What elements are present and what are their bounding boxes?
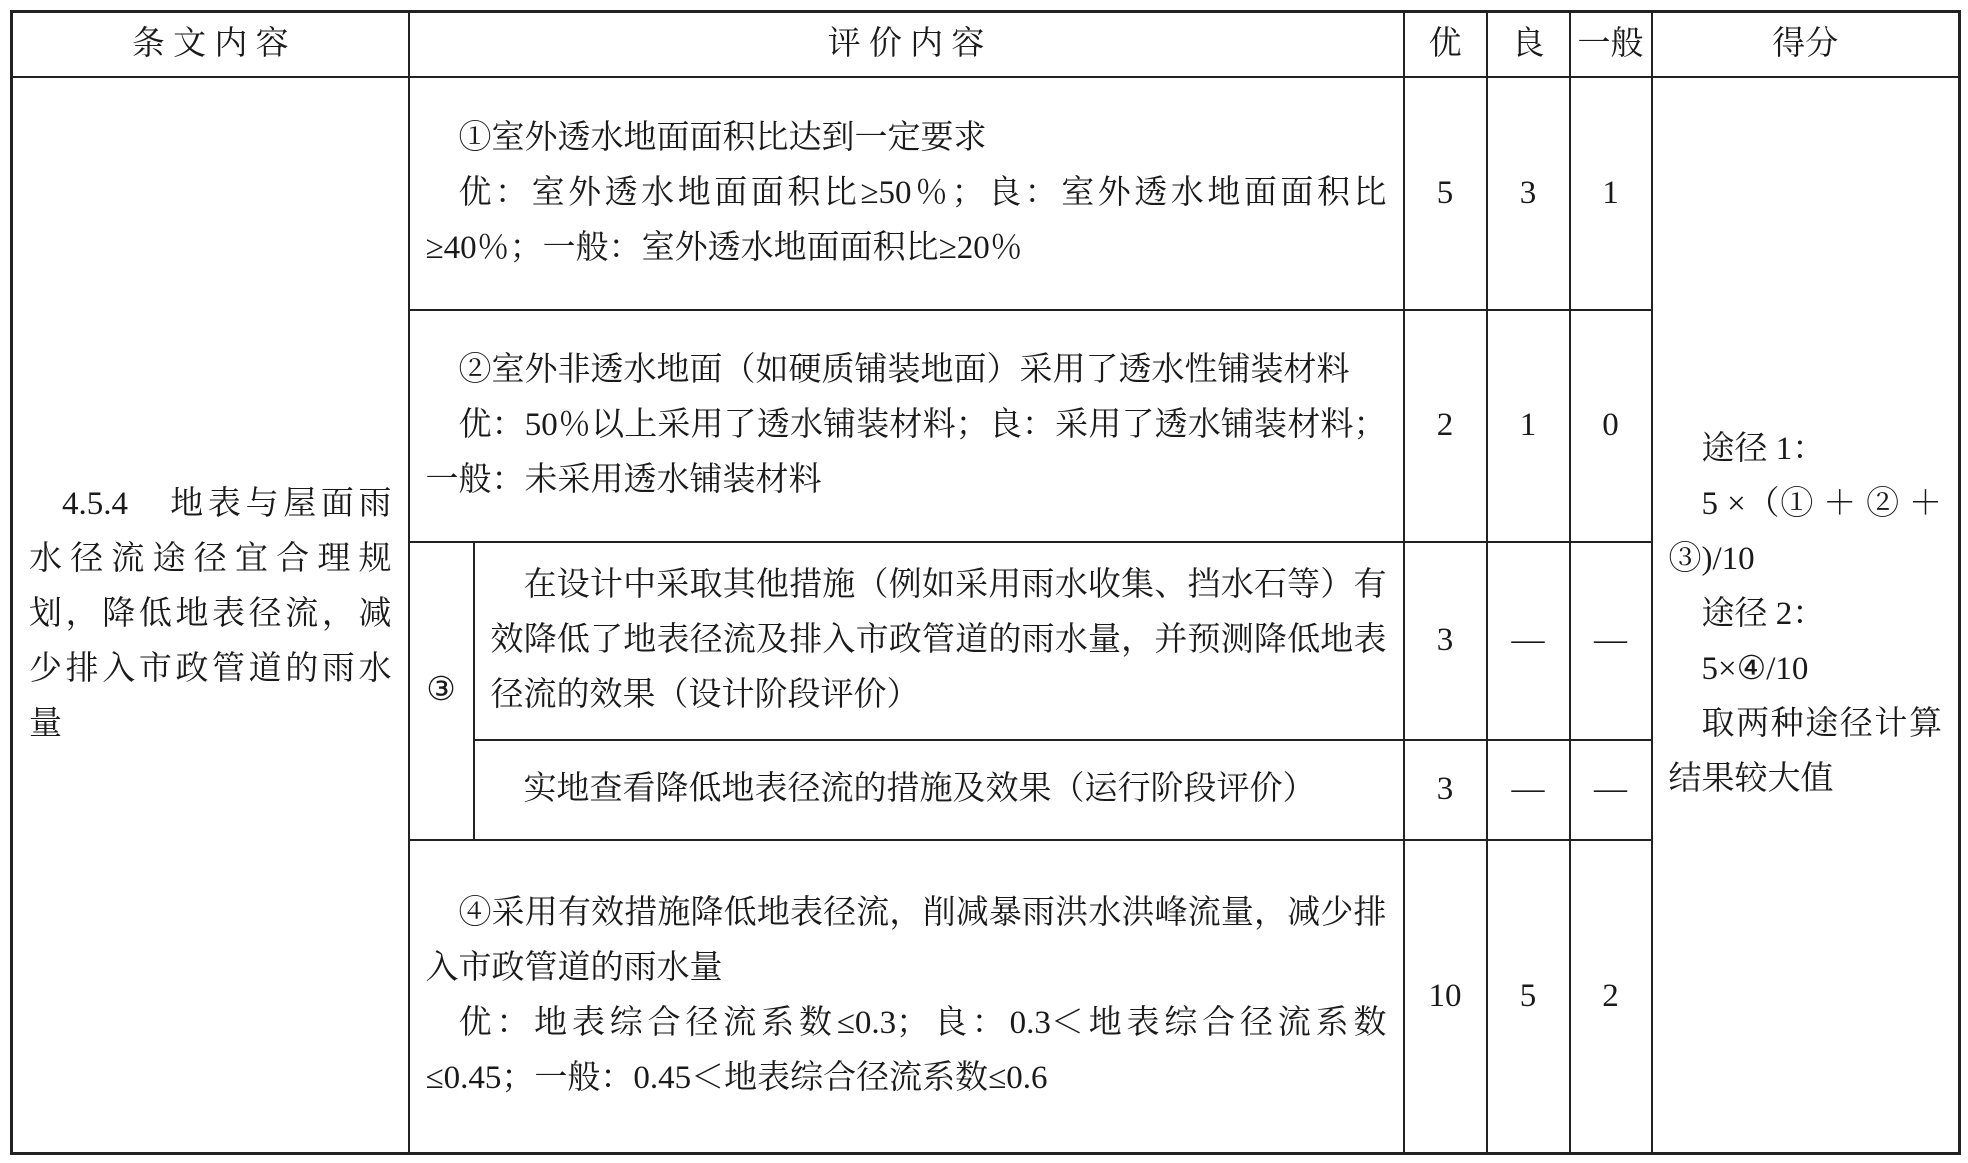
score-method-cell [1652,77,1960,1154]
item-3-design-excellent: 3 [1404,542,1487,740]
score-method-line: 途径 1： [1701,431,1826,468]
item-4-content [409,840,1404,1154]
item-3-operation-text: 实地查看降低地表径流的措施及效果（运行阶段评价） [523,771,1316,807]
item-1-good: 3 [1487,77,1570,310]
item-4-excellent: 10 [1404,840,1487,1154]
item-3-operation-fair: — [1570,740,1652,840]
header-clause: 条 文 内 容 [12,12,409,77]
item-4-good: 5 [1487,840,1570,1154]
header-good: 良 [1487,12,1570,77]
table-row-item-1 [12,77,1960,310]
item-3-operation-good: — [1487,740,1570,840]
item-4-fair: 2 [1570,840,1652,1154]
score-method-line: 5 ×（① ＋ ② ＋ ③)/10 [1668,486,1942,578]
item-2-content [409,310,1404,542]
item-2-fair: 0 [1570,310,1652,542]
item-3-design-text: 在设计中采取其他措施（例如采用雨水收集、挡水石等）有效降低了地表径流及排入市政管道的雨水量，并预测降低地表径流的效果（设计阶段评价） [490,567,1387,713]
header-excellent: 优 [1404,12,1487,77]
item-3-design-content [474,542,1404,740]
clause-cell [12,77,409,1154]
score-method-line: 途径 2： [1701,596,1826,633]
header-score: 得分 [1652,12,1960,77]
item-1-content [409,77,1404,310]
evaluation-table [10,10,1961,1155]
item-1-title: ①室外透水地面面积比达到一定要求 [458,119,987,156]
item-3-operation-content [474,740,1404,840]
item-1-excellent: 5 [1404,77,1487,310]
header-evaluation: 评 价 内 容 [409,12,1404,77]
header-fair: 一般 [1570,12,1652,77]
item-3-design-fair: — [1570,542,1652,740]
item-2-excellent: 2 [1404,310,1487,542]
score-method-line: 取两种途径计算结果较大值 [1668,706,1942,798]
item-3-operation-excellent: 3 [1404,740,1487,840]
item-3-label: ③ [409,542,474,840]
item-2-criteria: 优：50％以上采用了透水铺装材料；良：采用了透水铺装材料；一般：未采用透水铺装材料 [425,407,1387,498]
item-2-good: 1 [1487,310,1570,542]
clause-text: 4.5.4 地表与屋面雨水径流途径宜合理规划，降低地表径流，减少排入市政管道的雨水量 [29,486,392,743]
item-4-criteria: 优：地表综合径流系数≤0.3；良：0.3＜地表综合径流系数≤0.45；一般：0.45＜地表综合径流系数≤0.6 [425,1005,1387,1097]
item-1-criteria: 优：室外透水地面面积比≥50％；良：室外透水地面面积比≥40％；一般：室外透水地面面积比≥20％ [425,174,1387,266]
item-1-fair: 1 [1570,77,1652,310]
item-3-design-good: — [1487,542,1570,740]
item-4-title: ④采用有效措施降低地表径流，削减暴雨洪水洪峰流量，减少排入市政管道的雨水量 [425,895,1387,987]
item-2-title: ②室外非透水地面（如硬质铺装地面）采用了透水性铺装材料 [458,352,1350,388]
score-method-line: 5×④/10 [1701,651,1809,688]
header-row [12,12,1960,77]
